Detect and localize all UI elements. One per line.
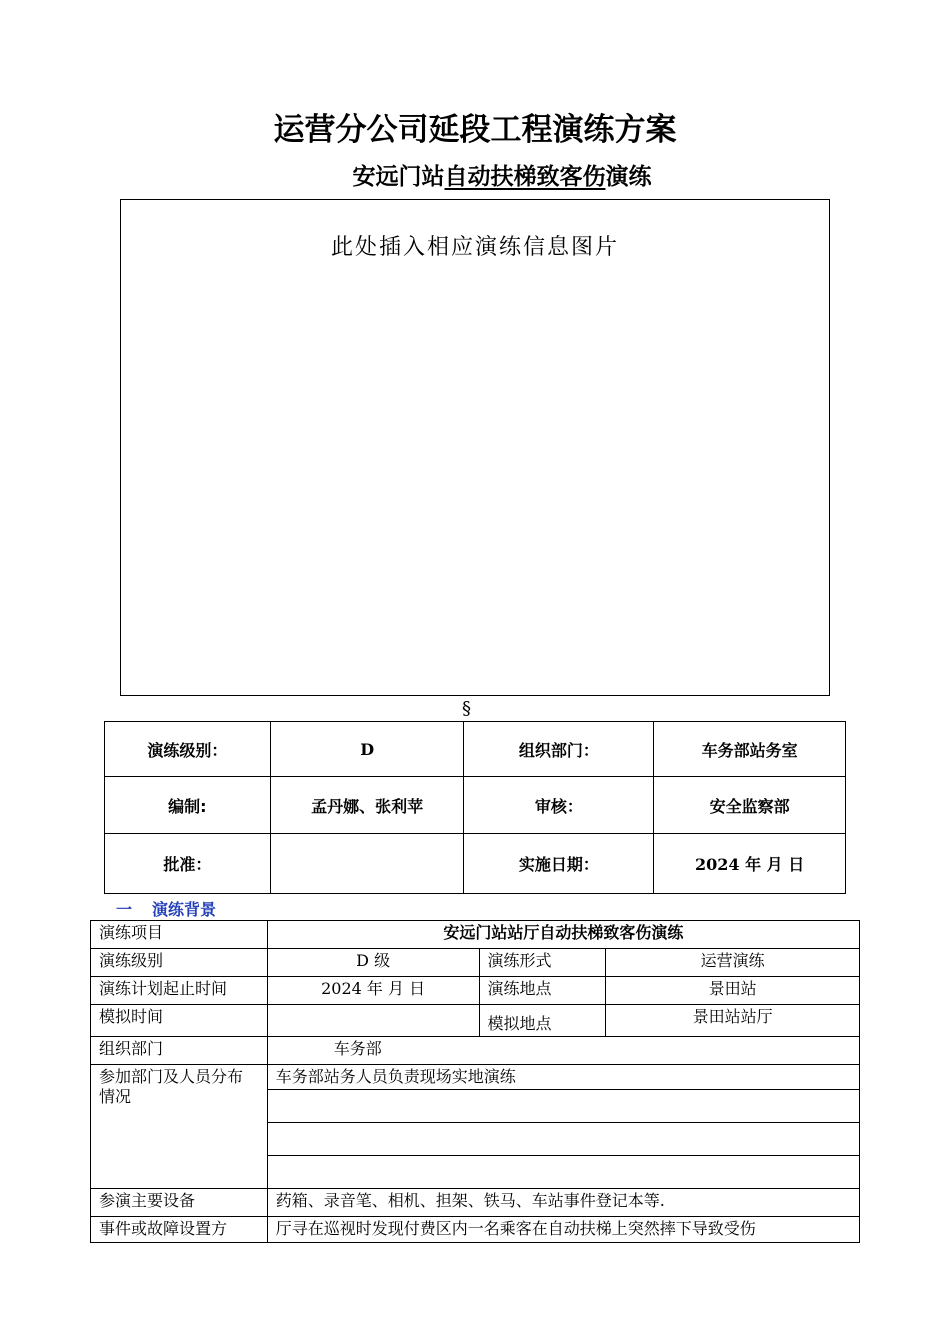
section-mark: § [462,698,471,719]
table-row [91,1217,860,1243]
event-value: 厅寻在巡视时发现付费区内一名乘客在自动扶梯上突然摔下导致受伤 [267,1217,859,1243]
image-placeholder-box [120,199,830,696]
form-label: 演练形式 [479,949,606,977]
table-row [105,834,846,894]
form-value: 运营演练 [606,949,860,977]
table-row [91,977,860,1005]
place-label: 演练地点 [479,977,606,1005]
sim-place-label: 模拟地点 [479,1005,606,1037]
sim-time-label: 模拟时间 [91,1005,268,1037]
participants-value: 车务部站务人员负责现场实地演练 [267,1065,859,1090]
plan-time-label: 演练计划起止时间 [91,977,268,1005]
editor-value: 孟丹娜、张利苹 [270,777,464,834]
equipment-label: 参演主要设备 [91,1189,268,1217]
org-value: 车务部站务室 [654,722,846,777]
document-title: 运营分公司延段工程演练方案 [273,112,677,148]
table-row [91,1065,860,1090]
section-title: 演练背景 [152,900,217,919]
table-row [91,1037,860,1065]
subtitle-station: 安远门站 [352,164,445,190]
place-value: 景田站 [606,977,860,1005]
background-table [90,920,860,1243]
section-heading [116,897,216,920]
section-number: 一 [116,900,133,919]
participants-blank-row [267,1090,859,1123]
table-row [105,777,846,834]
plan-time-value: 2024 年 月 日 [267,977,479,1005]
table-row [105,722,846,777]
approve-value [270,834,464,894]
participants-label: 参加部门及人员分布情况 [91,1065,268,1189]
document-subtitle [0,158,950,191]
date-label: 实施日期： [464,834,654,894]
sim-place-value: 景田站站厅 [606,1005,860,1037]
summary-table [104,721,846,894]
table-row [91,1189,860,1217]
event-label: 事件或故障设置方 [91,1217,268,1243]
bg-org-label: 组织部门 [91,1037,268,1065]
approve-label: 批准： [105,834,271,894]
editor-label: 编制: [105,777,271,834]
bg-level-label: 演练级别 [91,949,268,977]
table-row [91,1005,860,1037]
review-label: 审核： [464,777,654,834]
image-placeholder-text: 此处插入相应演练信息图片 [330,235,619,260]
sim-time-value [267,1005,479,1037]
item-label: 演练项目 [91,921,268,949]
participants-blank-row [267,1123,859,1156]
level-label: 演练级别： [105,722,271,777]
table-row [91,949,860,977]
org-label: 组织部门： [464,722,654,777]
item-value: 安远门站站厅自动扶梯致客伤演练 [267,921,859,949]
participants-blank-row [267,1156,859,1189]
bg-org-value: 车务部 [267,1037,859,1065]
subtitle-incident: 自动扶梯致客伤 [444,164,606,190]
table-row [91,921,860,949]
bg-level-value: D 级 [267,949,479,977]
level-value: D [270,722,464,777]
equipment-value: 药箱、录音笔、相机、担架、铁马、车站事件登记本等. [267,1189,859,1217]
subtitle-suffix: 演练 [605,164,652,190]
review-value: 安全监察部 [654,777,846,834]
date-value: 2024 年 月 日 [654,834,846,894]
